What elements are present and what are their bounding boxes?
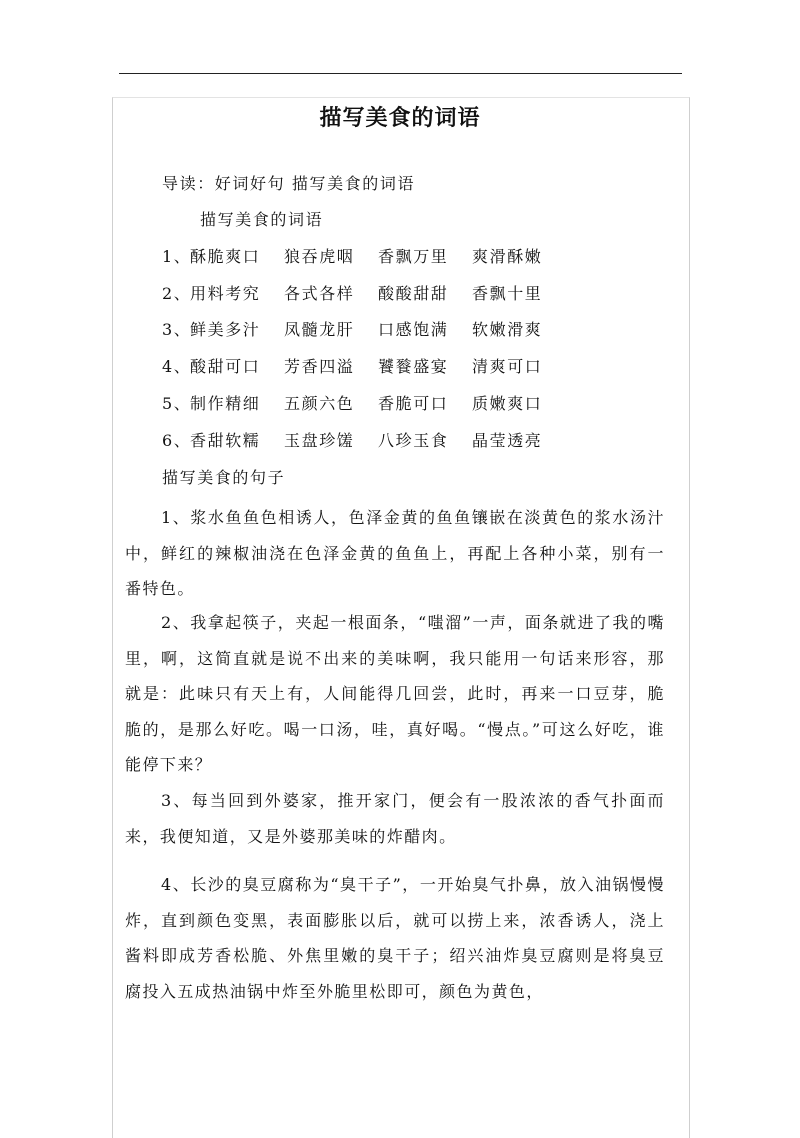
word-row-number: 1、 [162, 247, 192, 266]
word: 各式各样 [284, 284, 355, 303]
word: 五颜六色 [284, 394, 355, 413]
word: 香脆可口 [378, 394, 449, 413]
word: 酸甜可口 [190, 357, 261, 376]
word: 香飘万里 [378, 247, 449, 266]
word: 玉盘珍馐 [284, 431, 355, 450]
word-row [162, 318, 566, 342]
page-title: 描写美食的词语 [319, 106, 481, 131]
word: 香甜软糯 [190, 431, 261, 450]
word-row [162, 429, 566, 453]
word: 清爽可口 [472, 357, 543, 376]
word: 用料考究 [190, 284, 261, 303]
word: 鲜美多汁 [190, 320, 261, 339]
word-row-number: 2、 [162, 284, 192, 303]
word: 质嫩爽口 [472, 394, 543, 413]
word: 芳香四溢 [284, 357, 355, 376]
sentence-paragraph: 1、浆水鱼鱼色相诱人，色泽金黄的鱼鱼镶嵌在淡黄色的浆水汤汁中，鲜红的辣椒油浇在色泽金黄的鱼鱼上，再配上各种小菜，别有一番特色。 [125, 508, 665, 598]
word: 酸酸甜甜 [378, 284, 449, 303]
words-heading: 描写美食的词语 [200, 210, 324, 229]
word: 香飘十里 [472, 284, 543, 303]
header-rule [119, 73, 682, 74]
sentence-paragraph: 3、每当回到外婆家，推开家门，便会有一股浓浓的香气扑面而来，我便知道，又是外婆那美味的炸醋肉。 [125, 791, 665, 846]
word: 饕餮盛宴 [378, 357, 449, 376]
word: 软嫩滑爽 [472, 320, 543, 339]
word-row [162, 282, 566, 306]
word-row-number: 6、 [162, 431, 192, 450]
word-row-number: 5、 [162, 394, 192, 413]
word: 狼吞虎咽 [284, 247, 355, 266]
word: 酥脆爽口 [190, 247, 261, 266]
sentence-paragraph: 4、长沙的臭豆腐称为“臭干子”，一开始臭气扑鼻，放入油锅慢慢炸，直到颜色变黑，表面膨胀以后，就可以捞上来，浓香诱人，浇上酱料即成芳香松脆、外焦里嫩的臭干子；绍兴油炸臭豆腐则是将臭豆腐投入五成热油锅中炸至外脆里松即可，颜色为黄色， [125, 875, 665, 1001]
word-row [162, 245, 566, 269]
word: 口感饱满 [378, 320, 449, 339]
intro-text: 导读：好词好句 描写美食的词语 [162, 174, 416, 193]
word: 爽滑酥嫩 [472, 247, 543, 266]
word: 八珍玉食 [378, 431, 449, 450]
word-row [162, 392, 566, 416]
sentence-paragraph: 2、我拿起筷子，夹起一根面条，“嗤溜”一声，面条就进了我的嘴里，啊，这简直就是说不出来的美味啊，我只能用一句话来形容，那就是：此味只有天上有，人间能得几回尝，此时，再来一口豆芽，脆脆的，是那么好吃。喝一口汤，哇，真好喝。“慢点。”可这么好吃，谁能停下来？ [125, 613, 665, 774]
word: 凤髓龙肝 [284, 320, 355, 339]
word-row-number: 3、 [162, 320, 192, 339]
word: 制作精细 [190, 394, 261, 413]
word: 晶莹透亮 [472, 431, 543, 450]
sentences-heading: 描写美食的句子 [162, 468, 286, 487]
word-row-number: 4、 [162, 357, 192, 376]
word-row [162, 355, 566, 379]
